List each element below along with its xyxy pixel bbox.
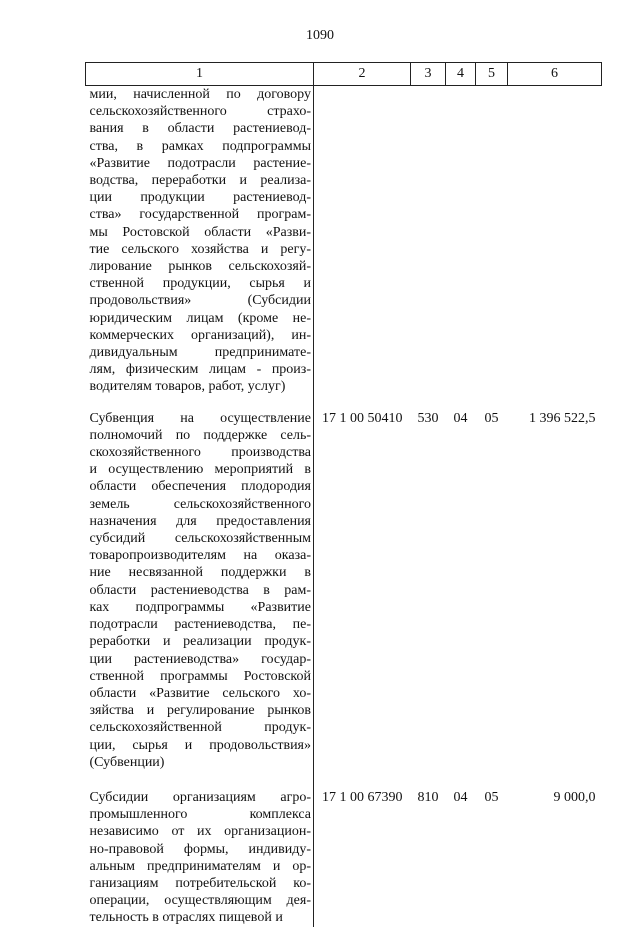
description-line: ние несвязанной поддержки в — [89, 565, 311, 581]
description-line: ках подпрограммы «Развитие — [89, 599, 311, 615]
header-col-3: 3 — [411, 63, 446, 86]
description-line: водителям товаров, работ, услуг) — [89, 379, 286, 395]
description-line: коммерческих организаций), ин- — [89, 327, 311, 343]
row-amount: 1 396 522,5 — [529, 410, 596, 426]
description-line: сельскохозяйственной продук- — [89, 720, 311, 736]
description-line: операции, осуществляющим дея- — [89, 893, 311, 909]
description-line: независимо от их организацион- — [89, 824, 311, 840]
header-col-4: 4 — [446, 63, 476, 86]
description-line: товаропроизводителям на оказа- — [89, 548, 311, 564]
row-target-code: 17 1 00 67390 — [322, 789, 403, 805]
table-row — [86, 785, 602, 927]
row-expense-type: 530 — [417, 410, 439, 426]
description-line: области «Развитие сельского хо- — [89, 685, 311, 701]
description-line: субсидий сельскохозяйственным — [89, 531, 311, 547]
description-line: лям, физическим лицам - произ- — [89, 362, 311, 378]
row-expense-type: 810 — [417, 789, 439, 805]
row-subsection — [476, 86, 508, 406]
description-line: (Субвенции) — [89, 754, 165, 770]
row-expense-type — [411, 86, 446, 406]
description-line: альным предпринимателям и ор- — [89, 858, 311, 874]
table-row — [86, 86, 602, 406]
description-line: ции растениеводства» государ- — [89, 651, 311, 667]
page-number: 1090 — [306, 28, 334, 43]
row-section: 04 — [453, 789, 468, 805]
row-description — [86, 406, 314, 785]
description-line: области обеспечения плодородия — [89, 479, 311, 495]
description-line: продовольствия» (Субсидии — [89, 293, 311, 309]
description-line: но-правовой формы, индивиду- — [89, 841, 311, 857]
row-description — [86, 86, 314, 406]
row-target-code: 17 1 00 50410 — [322, 410, 403, 426]
row-subsection: 05 — [484, 789, 499, 805]
description-line: лирование рынков сельскохозяй- — [89, 259, 311, 275]
header-col-1: 1 — [86, 63, 314, 86]
header-col-5: 5 — [476, 63, 508, 86]
description-line: юридическим лицам (кроме не- — [89, 310, 311, 326]
row-amount — [508, 86, 602, 406]
row-amount: 9 000,0 — [553, 789, 596, 805]
row-subsection: 05 — [484, 410, 499, 426]
table-row — [86, 406, 602, 785]
row-section — [446, 86, 476, 406]
description-line: ственной программы Ростовской — [89, 668, 311, 684]
description-line: вания в области растениевод- — [89, 121, 311, 137]
description-line: «Развитие подотрасли растение- — [89, 155, 311, 171]
description-line: реработки и реализации продук- — [89, 634, 311, 650]
description-line: ганизациям потребительской ко- — [89, 875, 311, 891]
description-line: ственной продукции, сырья и — [89, 276, 311, 292]
description-line: полномочий по поддержке сель- — [89, 427, 311, 443]
description-line: Субсидии организациям агро- — [89, 789, 311, 805]
description-line: ции продукции растениевод- — [89, 190, 311, 206]
description-line: тельность в отраслях пищевой и — [89, 910, 283, 926]
description-line: ства» государственной програм- — [89, 207, 311, 223]
description-line: ства, в рамках подпрограммы — [89, 138, 311, 154]
description-line: земель сельскохозяйственного — [89, 496, 311, 512]
description-line: сельскохозяйственного страхо- — [89, 104, 311, 120]
row-section: 04 — [453, 410, 468, 426]
description-line: скохозяйственного производства — [89, 445, 311, 461]
description-line: зяйства и регулирование рынков — [89, 703, 311, 719]
description-line: тие сельского хозяйства и регу- — [89, 241, 311, 257]
description-line: Субвенция на осуществление — [89, 410, 311, 426]
description-line: мии, начисленной по договору — [89, 87, 311, 102]
description-line: ции, сырья и продовольствия» — [89, 737, 311, 753]
header-row — [86, 63, 602, 86]
header-col-6: 6 — [508, 63, 602, 86]
row-target-code — [314, 86, 411, 406]
budget-table — [85, 62, 602, 927]
description-line: области растениеводства в рам- — [89, 582, 311, 598]
description-line: подотрасли растениеводства, пе- — [89, 617, 311, 633]
description-line: промышленного комплекса — [89, 807, 311, 823]
description-line: мы Ростовской области «Разви- — [89, 224, 311, 240]
description-line: водства, переработки и реализа- — [89, 173, 311, 189]
description-line: и осуществлению мероприятий в — [89, 462, 311, 478]
row-description — [86, 785, 314, 927]
header-col-2: 2 — [314, 63, 411, 86]
description-line: назначения для предоставления — [89, 513, 311, 529]
description-line: дивидуальным предпринимате- — [89, 345, 311, 361]
